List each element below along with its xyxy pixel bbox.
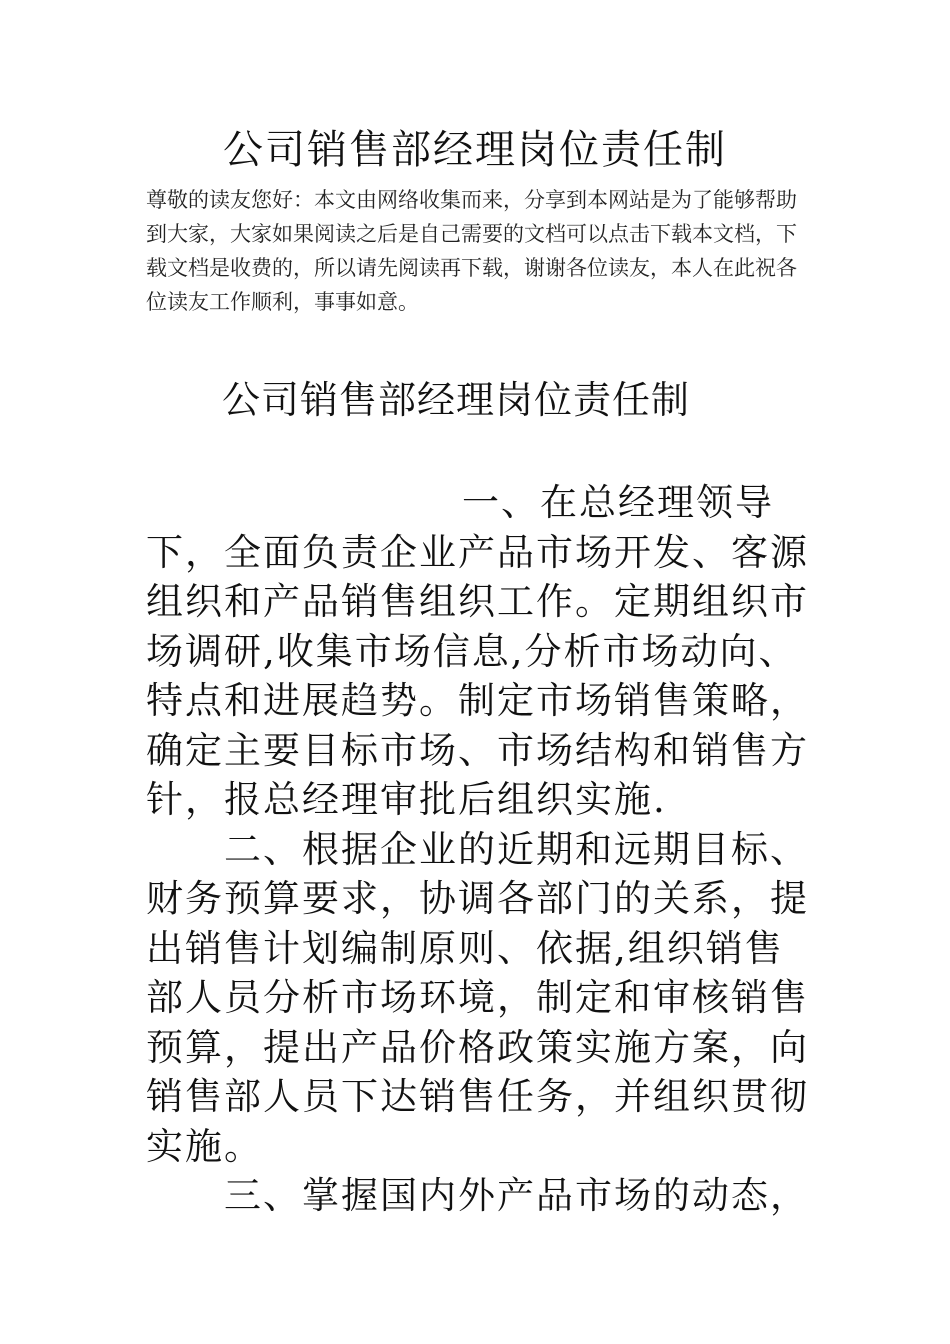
document-subtitle: 公司销售部经理岗位责任制	[222, 378, 691, 422]
paragraph-2-text: 二、根据企业的近期和远期目标、财务预算要求，协调各部门的关系，提出销售计划编制原则、依据,组织销售部人员分析市场环境，制定和审核销售预算，提出产品价格政策实施方案，向销售部人员下达销售任务，并组织贯彻实施。	[146, 827, 809, 1168]
paragraph-1-text: 一、在总经理领导下，全面负责企业产品市场开发、客源组织和产品销售组织工作。定期组织市场调研,收集市场信息,分析市场动向、特点和进展趋势。制定市场销售策略，确定主要目标市场、市场结构和销售方针，报总经理审批后组织实施.	[146, 481, 809, 821]
document-title: 公司销售部经理岗位责任制	[223, 127, 727, 173]
reader-notice: 尊敬的读友您好：本文由网络收集而来，分享到本网站是为了能够帮助到大家，大家如果阅读之后是自己需要的文档可以点击下载本文档，下载文档是收费的，所以请先阅读再下载，谢谢各位读友，本人在此祝各位读友工作顺利，事事如意。	[146, 188, 797, 314]
document-body	[146, 478, 816, 1221]
paragraph-2	[146, 825, 816, 1172]
paragraph-1	[146, 478, 816, 825]
paragraph-3	[146, 1171, 816, 1221]
paragraph-3-text: 三、掌握国内外产品市场的动态，	[224, 1174, 809, 1217]
